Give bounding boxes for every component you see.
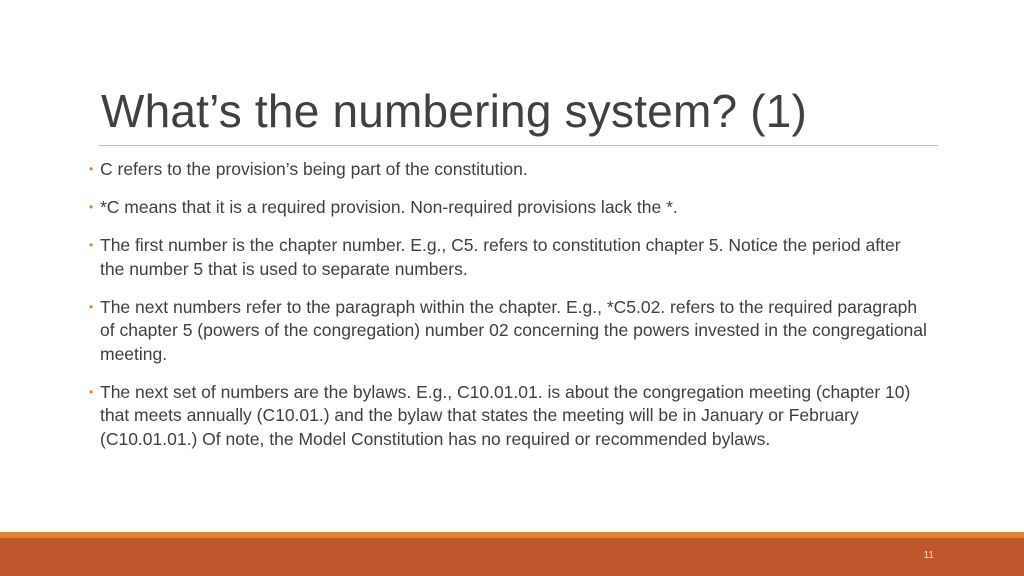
bullet-list bbox=[89, 158, 929, 466]
footer-bar bbox=[0, 538, 1024, 576]
bullet-marker: • bbox=[89, 384, 94, 399]
bullet-text: C refers to the provision’s being part of the constitution. bbox=[100, 159, 528, 179]
bullet-text: The next numbers refer to the paragraph within the chapter. E.g., *C5.02. refers to the required paragraph of chapter 5 (powers of the congregation) number 02 concerning the powers invested in the congregational meeting. bbox=[100, 296, 927, 364]
bullet-marker: • bbox=[89, 238, 94, 252]
bullet-marker: • bbox=[89, 299, 94, 314]
bullet-item bbox=[89, 381, 929, 452]
bullet-item bbox=[89, 158, 929, 182]
slide-title: What’s the numbering system? (1) bbox=[101, 85, 808, 137]
bullet-item bbox=[89, 234, 929, 281]
bullet-marker: • bbox=[89, 200, 94, 214]
title-divider bbox=[99, 145, 938, 146]
bullet-text: *C means that it is a required provision. Non-required provisions lack the *. bbox=[100, 197, 678, 217]
bullet-text: The next set of numbers are the bylaws. E.g., C10.01.01. is about the congregation meeting (chapter 10) that meets annually (C10.01.) and the bylaw that states the meeting will be in January or February (C10.01.01.) Of note, the Model Constitution has no required or recommended bylaws. bbox=[100, 381, 911, 449]
bullet-marker: • bbox=[89, 162, 94, 176]
bullet-text: The first number is the chapter number. E.g., C5. refers to constitution chapter 5. Notice the period after the number 5 that is used to separate numbers. bbox=[100, 235, 901, 279]
bullet-item bbox=[89, 296, 929, 367]
page-number: 11 bbox=[923, 550, 934, 561]
bullet-item bbox=[89, 196, 929, 220]
